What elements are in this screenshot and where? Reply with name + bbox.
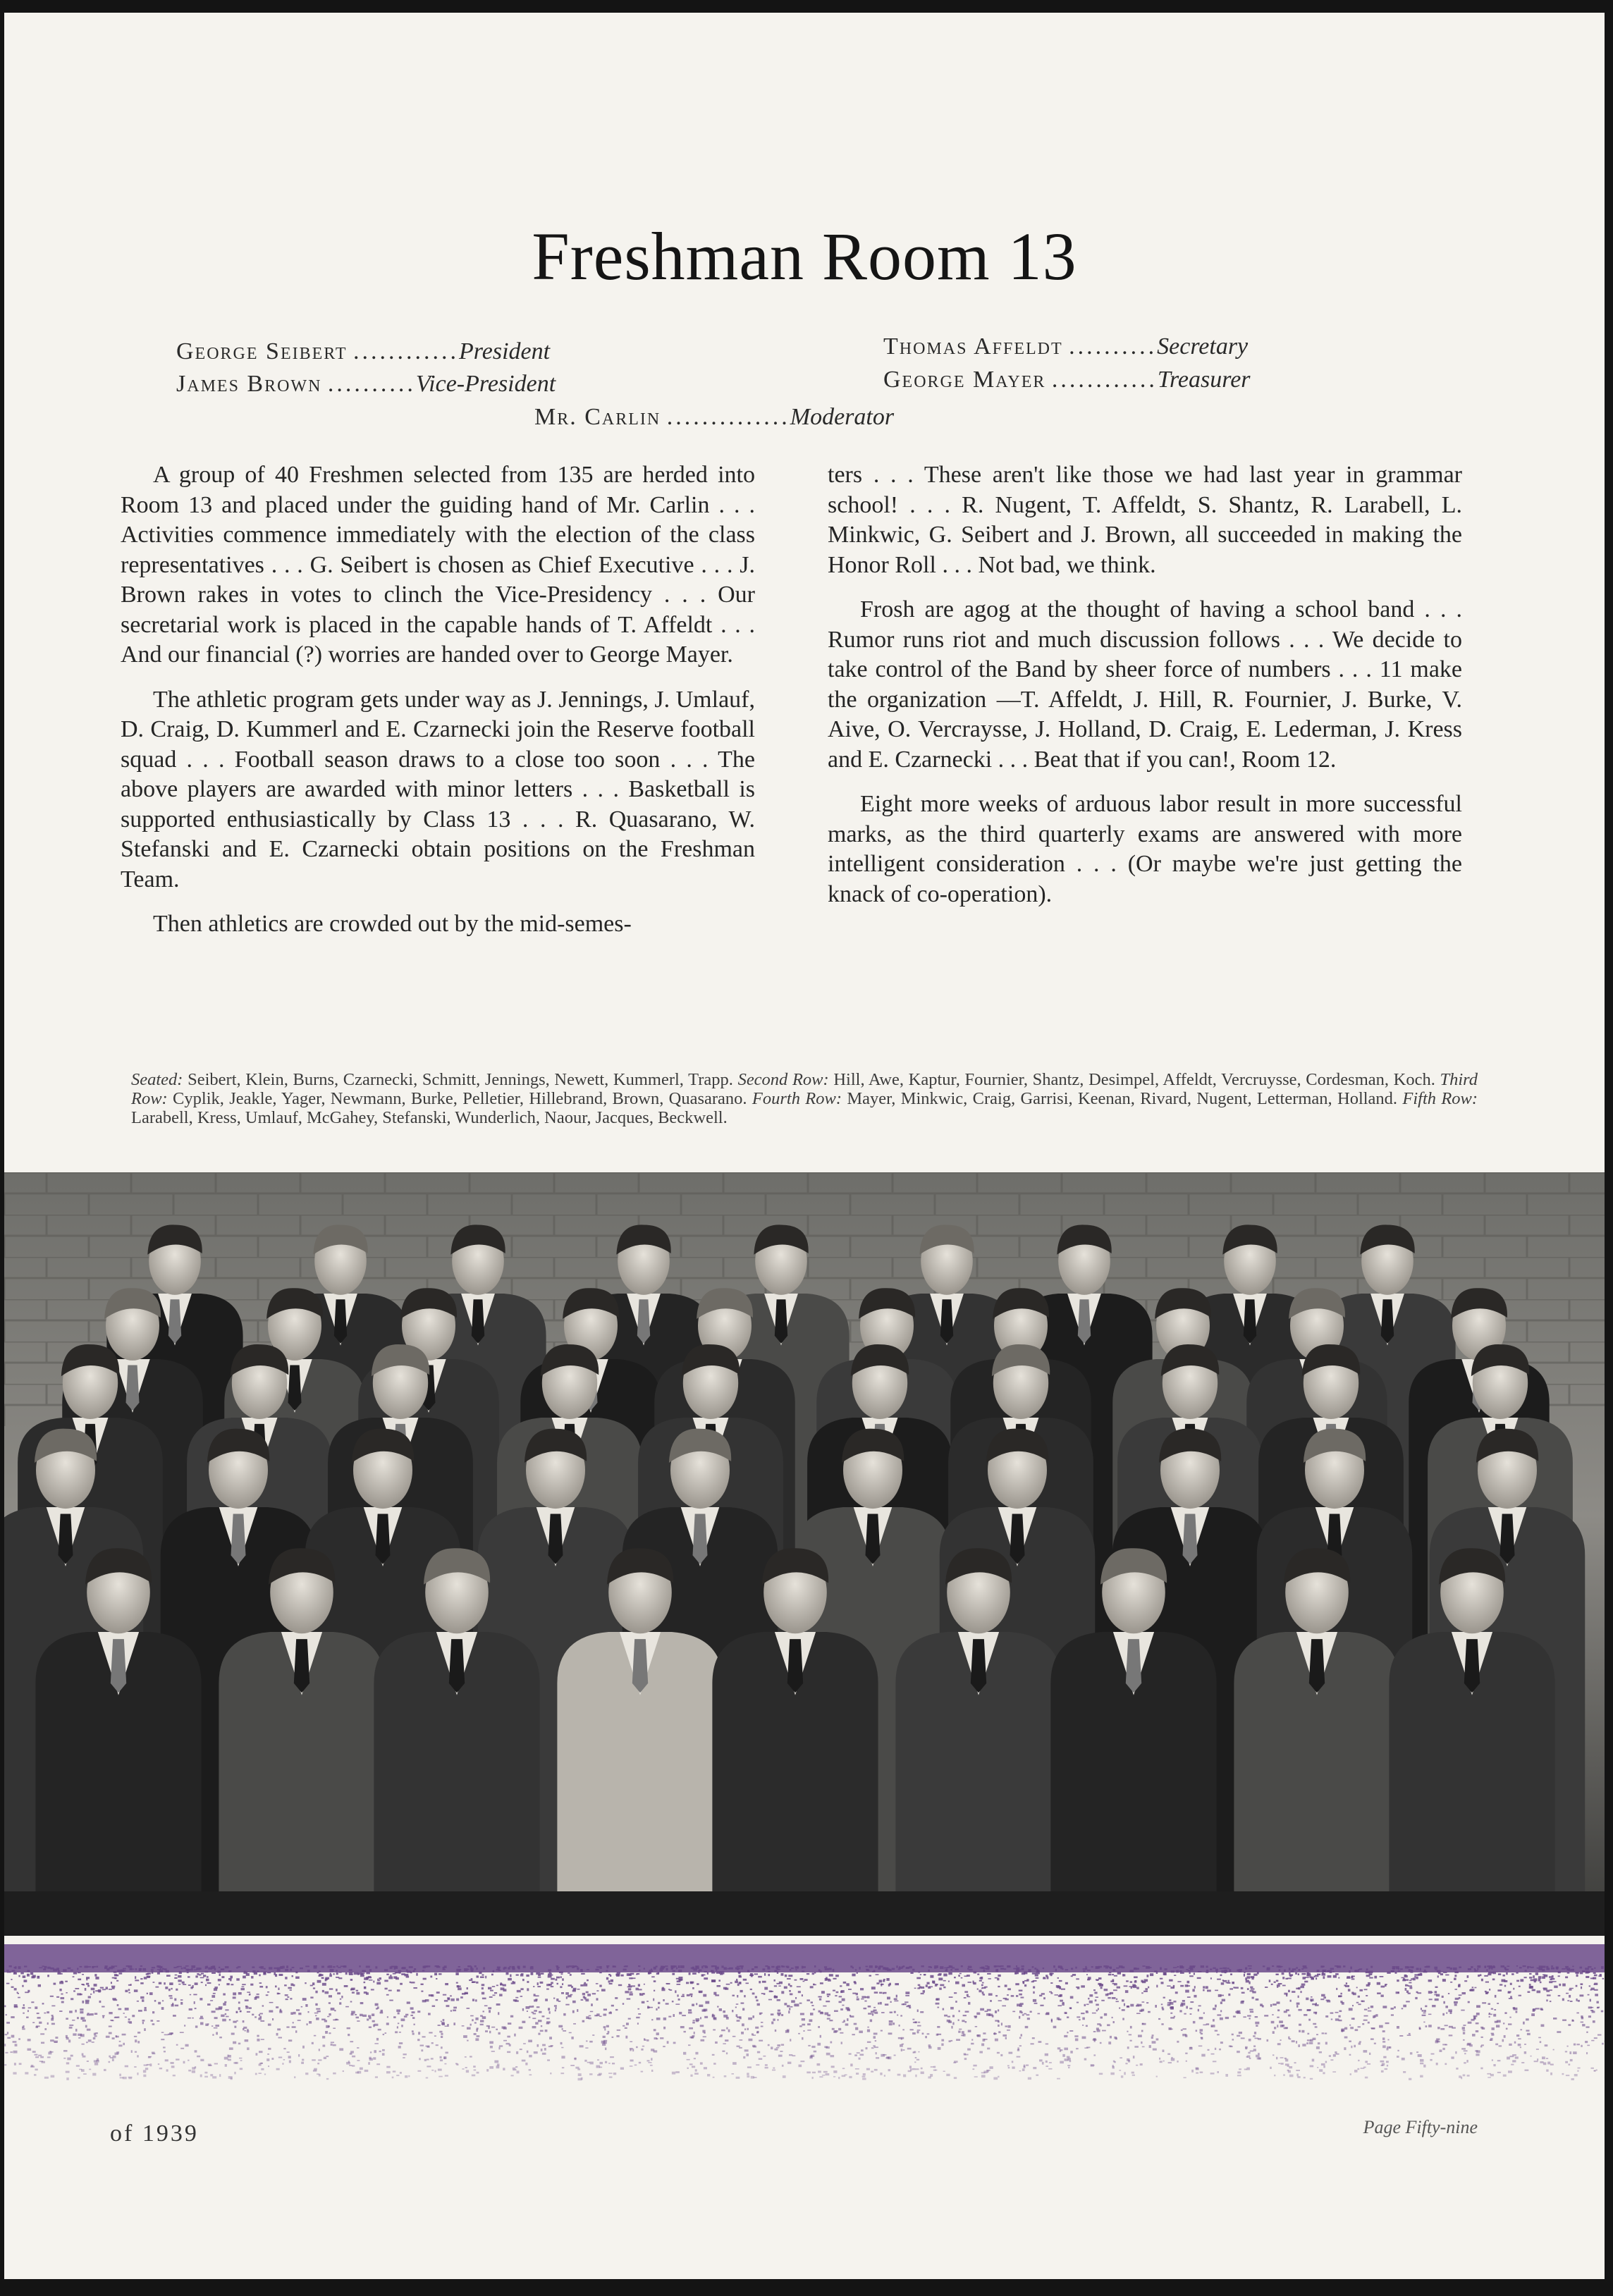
officer-president: George Seibert ............President (176, 338, 551, 364)
officer-secretary: Thomas Affeldt ..........Secretary (883, 333, 1249, 360)
photo-caption: Seated: Seibert, Klein, Burns, Czarnecki, Schmitt, Jennings, Newett, Kummerl, Trapp. Second Row: Hill, Awe, Kaptur, Fournier, Shantz, Desimpel, Affeldt, Vercruysse, Cordesman, Koch. Third Row: Cyplik, Jeakle, Yager, Newmann, Burke, Pelletier, Hillebrand, Brown, Quasarano. Fourth Row: Mayer, Minkwic, Craig, Garrisi, Keenan, Rivard, Nugent, Letterman, Holland. Fifth Row: Larabell, Kress, Umlauf, McGahey, Stefanski, Wunderlich, Naour, Jacques, Beckwell. (131, 1070, 1478, 1127)
footer-year: of 1939 (110, 2120, 199, 2147)
officer-treasurer: George Mayer ............Treasurer (883, 367, 1251, 393)
paragraph: ters . . . These aren't like those we had last year in grammar school! . . . R. Nugent, T. Affeldt, S. Shantz, R. Larabell, L. Minkwic, G. Seibert and J. Brown, all succeeded in making the Honor Roll . . . Not bad, we think. (828, 462, 1462, 578)
class-photo-illustration (4, 1172, 1605, 1936)
yearbook-page (4, 13, 1605, 2279)
decorative-stipple-band (4, 1944, 1605, 2085)
students-group (4, 1224, 1585, 1936)
paragraph: A group of 40 Freshmen selected from 135 are herded into Room 13 and placed under the guiding hand of Mr. Carlin . . . Activities commence immediately with the election of the class representatives . . . G. Seibert is chosen as Chief Executive . . . J. Brown rakes in votes to clinch the Vice-Presidency . . . Our secretarial work is placed in the capable hands of T. Affeldt . . . And our financial (?) worries are handed over to George Mayer. (121, 462, 755, 668)
article-column-left (121, 460, 755, 954)
class-group-photo (4, 1172, 1605, 1936)
paragraph: Eight more weeks of arduous labor result in more successful marks, as the third quarterly exams are answered with more intelligent consideration . . . (Or maybe we're just getting the knack of co-operation). (828, 791, 1462, 907)
paragraph: Then athletics are crowded out by the mid-semes- (153, 911, 632, 937)
page-number: Page Fifty-nine (1363, 2117, 1478, 2137)
officer-vice-president: James Brown ..........Vice-President (176, 371, 556, 397)
paragraph: The athletic program gets under way as J. Jennings, J. Umlauf, D. Craig, D. Kummerl and E. Czarnecki join the Reserve football squad . . . Football season draws to a close too soon . . . The above players are awarded with minor letters . . . Basketball is supported enthusiastically by Class 13 . . . R. Quasarano, W. Stefanski and E. Czarnecki obtain positions on the Freshman Team. (121, 686, 755, 892)
paragraph: Frosh are agog at the thought of having a school band . . . Rumor runs riot and much discussion follows . . . We decide to take control of the Band by sheer force of numbers . . . 11 make the organization —T. Affeldt, J. Hill, R. Fournier, J. Burke, V. Aive, O. Vercraysse, J. Holland, D. Craig, E. Lederman, J. Kress and E. Czarnecki . . . Beat that if you can!, Room 12. (828, 596, 1462, 773)
article-column-right (828, 460, 1462, 924)
page-title: Freshman Room 13 (532, 219, 1077, 294)
officer-moderator: Mr. Carlin ..............Moderator (534, 404, 895, 430)
